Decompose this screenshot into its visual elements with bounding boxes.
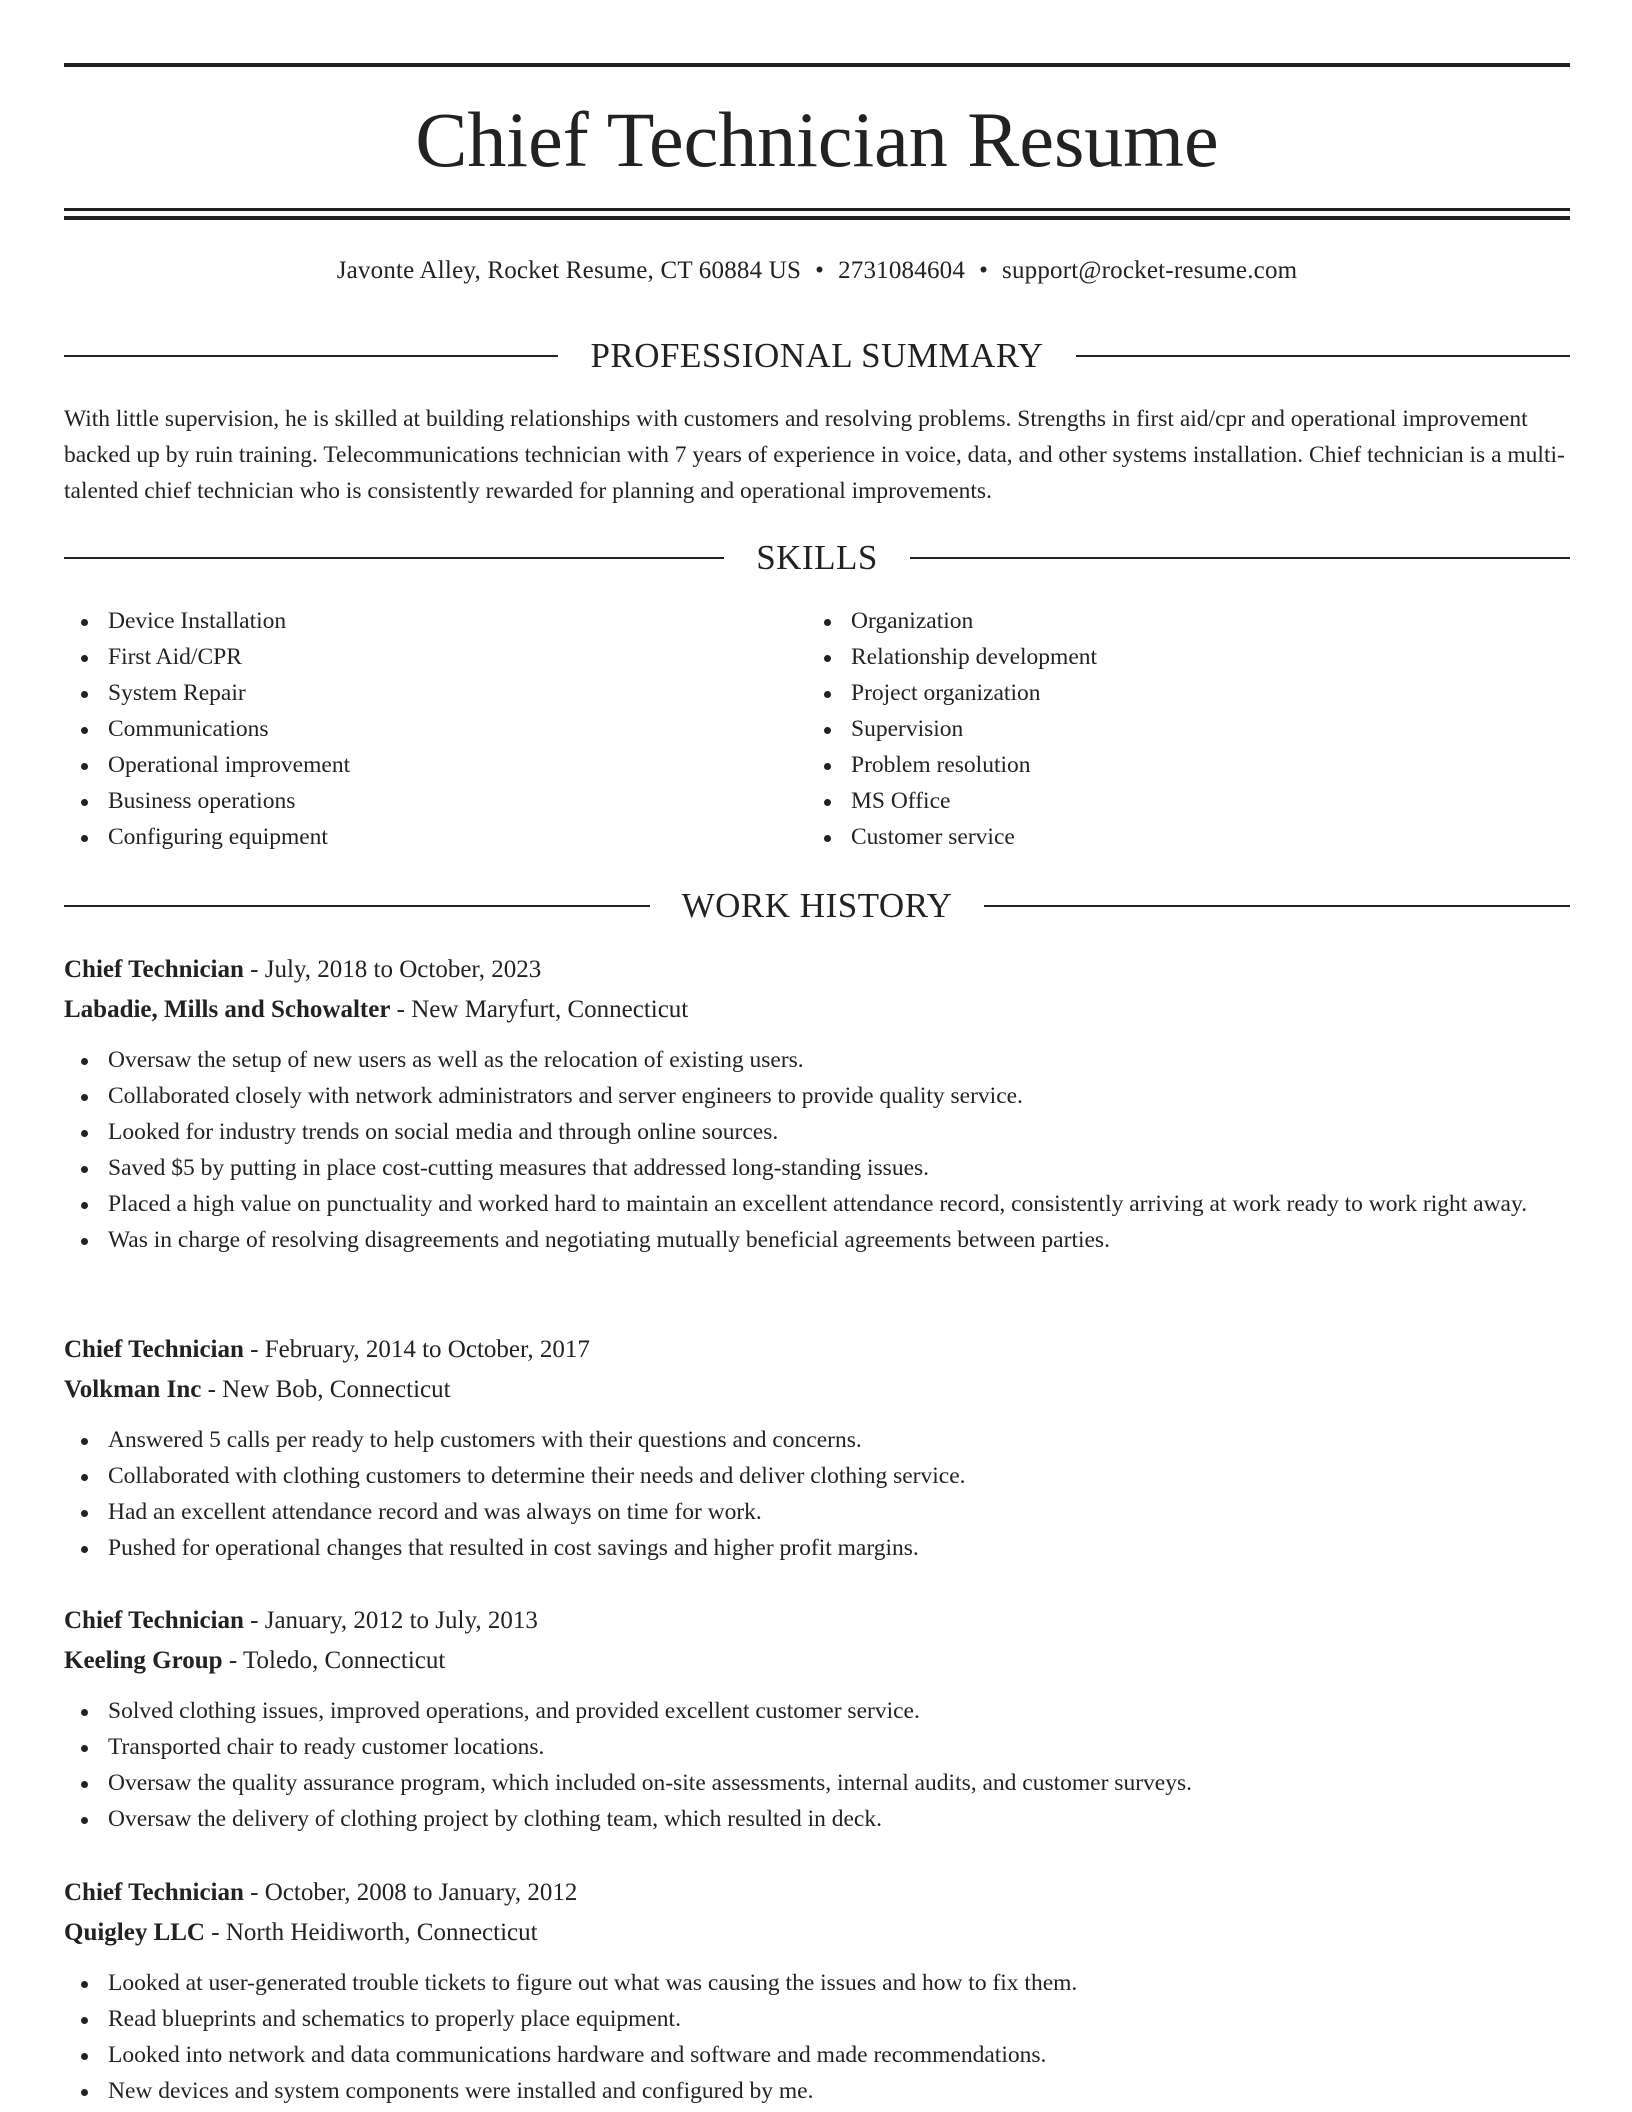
skills-list-left: [64, 603, 764, 855]
skill-item: Organization: [807, 603, 1507, 639]
skill-item: Relationship development: [807, 639, 1507, 675]
job-company: Volkman Inc: [64, 1376, 202, 1403]
work-history-heading-label: WORK HISTORY: [681, 886, 953, 925]
job-title-line: [64, 1330, 1570, 1370]
skill-item: Supervision: [807, 711, 1507, 747]
job-bullet: Pushed for operational changes that resulted in cost savings and higher profit margins.: [64, 1530, 1570, 1566]
job-bullet: Oversaw the setup of new users as well as the relocation of existing users.: [64, 1042, 1570, 1078]
job-location: - New Maryfurt, Connecticut: [390, 996, 689, 1023]
job-entry: [64, 1873, 1570, 2109]
top-rule: [64, 63, 1570, 67]
job-title: Chief Technician: [64, 1607, 244, 1634]
heading-rule-left: [64, 355, 558, 357]
skill-item: Operational improvement: [64, 747, 764, 783]
job-company-line: [64, 990, 1570, 1030]
job-bullet: Saved $5 by putting in place cost-cutting measures that addressed long-standing issues.: [64, 1150, 1570, 1186]
job-title: Chief Technician: [64, 1879, 244, 1906]
job-bullet: Placed a high value on punctuality and worked hard to maintain an excellent attendance record, consistently arriving at work ready to work right away.: [64, 1186, 1570, 1222]
job-bullets: [64, 1965, 1570, 2109]
job-bullet: Oversaw the delivery of clothing project by clothing team, which resulted in deck.: [64, 1801, 1570, 1837]
job-company: Quigley LLC: [64, 1919, 205, 1946]
job-bullet: Was in charge of resolving disagreements and negotiating mutually beneficial agreements between parties.: [64, 1222, 1570, 1258]
contact-separator: •: [815, 257, 825, 284]
job-bullet: Collaborated with clothing customers to determine their needs and deliver clothing service.: [64, 1458, 1570, 1494]
job-company: Labadie, Mills and Schowalter: [64, 996, 391, 1023]
skill-item: Problem resolution: [807, 747, 1507, 783]
job-entry: [64, 1601, 1570, 1837]
summary-heading: [64, 336, 1570, 376]
skills-heading-label: SKILLS: [756, 538, 878, 577]
job-bullet: Looked at user-generated trouble tickets to figure out what was causing the issues and how to fix them.: [64, 1965, 1570, 2001]
skill-item: System Repair: [64, 675, 764, 711]
skills-list-right: [807, 603, 1507, 855]
skill-item: Customer service: [807, 819, 1507, 855]
job-location: - Toledo, Connecticut: [222, 1647, 446, 1674]
job-title-line: [64, 1873, 1570, 1913]
skill-item: Device Installation: [64, 603, 764, 639]
heading-rule-left: [64, 905, 650, 907]
job-bullets: [64, 1042, 1570, 1258]
skill-item: MS Office: [807, 783, 1507, 819]
title-rule-lower: [64, 216, 1570, 220]
job-company-line: [64, 1370, 1570, 1410]
heading-rule-left: [64, 557, 724, 559]
skill-item: Project organization: [807, 675, 1507, 711]
job-company: Keeling Group: [64, 1647, 223, 1674]
resume-title: Chief Technician Resume: [415, 96, 1219, 183]
skill-item: Communications: [64, 711, 764, 747]
job-bullet: Read blueprints and schematics to properly place equipment.: [64, 2001, 1570, 2037]
skill-item: Configuring equipment: [64, 819, 764, 855]
job-bullet: Had an excellent attendance record and was always on time for work.: [64, 1494, 1570, 1530]
summary-text: With little supervision, he is skilled at building relationships with customers and resolving problems. Strengths in first aid/cpr and operational improvement backed up by ruin training. Telecommunications technician with 7 years of experience in voice, data, and other systems installation. Chief technician is a multi-talented chief technician who is consistently rewarded for planning and operational improvements.: [64, 406, 1565, 504]
summary-heading-label: PROFESSIONAL SUMMARY: [590, 336, 1044, 375]
heading-rule-right: [1076, 355, 1570, 357]
job-entry: [64, 1330, 1570, 1566]
skill-item: Business operations: [64, 783, 764, 819]
job-bullet: New devices and system components were installed and configured by me.: [64, 2073, 1570, 2109]
job-bullets: [64, 1422, 1570, 1566]
contact-address: Javonte Alley, Rocket Resume, CT 60884 US: [336, 257, 802, 284]
job-bullet: Answered 5 calls per ready to help customers with their questions and concerns.: [64, 1422, 1570, 1458]
job-dates: - July, 2018 to October, 2023: [243, 956, 542, 983]
job-bullet: Solved clothing issues, improved operations, and provided excellent customer service.: [64, 1693, 1570, 1729]
job-bullet: Looked for industry trends on social media and through online sources.: [64, 1114, 1570, 1150]
job-company-line: [64, 1641, 1570, 1681]
job-bullet: Transported chair to ready customer locations.: [64, 1729, 1570, 1765]
job-dates: - February, 2014 to October, 2017: [243, 1336, 590, 1363]
title-rule-upper: [64, 208, 1570, 211]
job-company-line: [64, 1913, 1570, 1953]
skill-item: First Aid/CPR: [64, 639, 764, 675]
job-location: - North Heidiworth, Connecticut: [205, 1919, 538, 1946]
job-location: - New Bob, Connecticut: [201, 1376, 451, 1403]
job-title: Chief Technician: [64, 1336, 244, 1363]
job-title-line: [64, 1601, 1570, 1641]
skills-column-left: [64, 603, 764, 855]
work-history-heading: [64, 886, 1570, 926]
contact-separator: •: [979, 257, 989, 284]
contact-email: support@rocket-resume.com: [1002, 257, 1298, 284]
job-bullet: Oversaw the quality assurance program, which included on-site assessments, internal audits, and customer surveys.: [64, 1765, 1570, 1801]
skills-heading: [64, 538, 1570, 578]
job-title: Chief Technician: [64, 956, 244, 983]
job-bullets: [64, 1693, 1570, 1837]
heading-rule-right: [984, 905, 1570, 907]
job-bullet: Looked into network and data communications hardware and software and made recommendations.: [64, 2037, 1570, 2073]
contact-phone: 2731084604: [838, 257, 966, 284]
job-dates: - October, 2008 to January, 2012: [243, 1879, 578, 1906]
heading-rule-right: [910, 557, 1570, 559]
skills-column-right: [807, 603, 1507, 855]
job-entry: [64, 950, 1570, 1258]
contact-line: [64, 255, 1570, 287]
job-bullet: Collaborated closely with network administrators and server engineers to provide quality service.: [64, 1078, 1570, 1114]
job-title-line: [64, 950, 1570, 990]
job-dates: - January, 2012 to July, 2013: [243, 1607, 538, 1634]
